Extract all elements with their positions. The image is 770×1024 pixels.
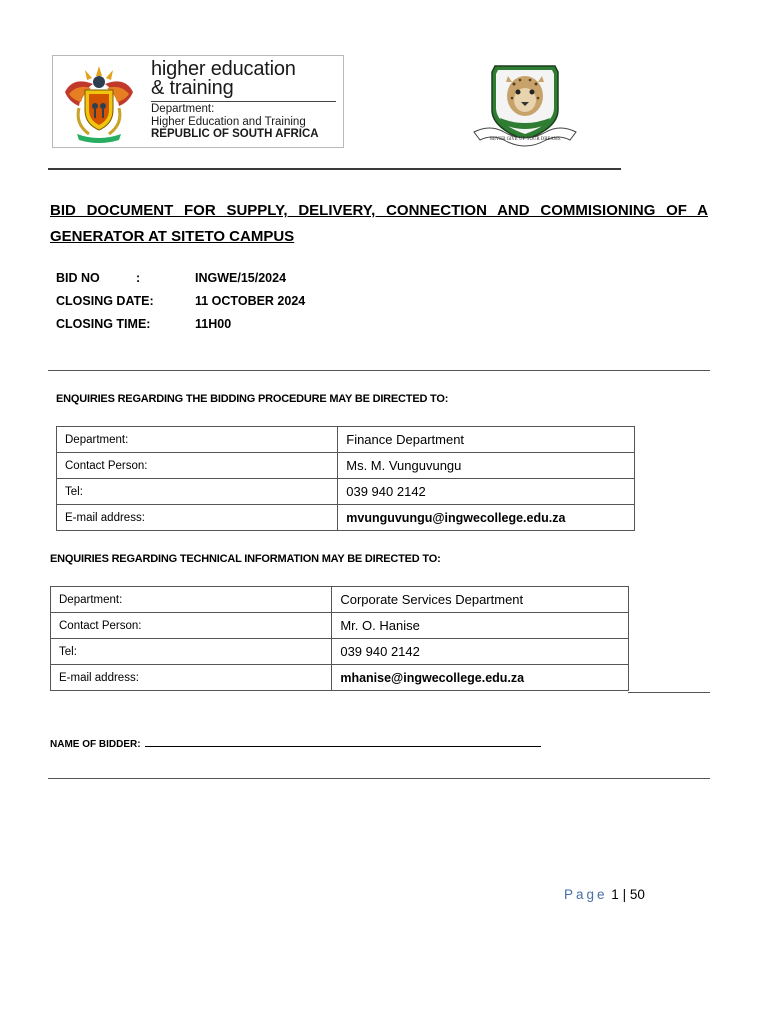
crest-motto: NEVER GIVE UP YOUR DREAMS — [489, 136, 561, 141]
closing-date-label: CLOSING DATE: — [56, 294, 154, 308]
logo-department — [151, 103, 319, 141]
table-row — [51, 587, 629, 613]
bid-number-label: BID NO — [56, 271, 100, 285]
section-divider — [48, 778, 710, 779]
bidder-name-field[interactable] — [50, 737, 541, 750]
bidding-tel-label: Tel: — [57, 479, 338, 505]
page-footer — [564, 887, 645, 902]
coat-of-arms-icon — [59, 62, 139, 144]
page-separator: | — [622, 887, 627, 902]
technical-contact-table — [50, 586, 629, 691]
technical-enquiries-heading: ENQUIRIES REGARDING TECHNICAL INFORMATION MAY BE DIRECTED TO: — [50, 553, 441, 565]
table-row — [57, 427, 635, 453]
table-row — [51, 665, 629, 691]
bidding-contact-person-value: Ms. M. Vunguvungu — [338, 453, 635, 479]
technical-contact-person-label: Contact Person: — [51, 613, 332, 639]
total-pages: 50 — [629, 887, 645, 902]
bidding-email-value: mvunguvungu@ingwecollege.edu.za — [338, 505, 635, 531]
bidding-department-value: Finance Department — [338, 427, 635, 453]
page-word: Page — [564, 887, 608, 902]
closing-time-label: CLOSING TIME: — [56, 317, 151, 331]
dept-line-1: Department: — [151, 103, 215, 115]
closing-time-value: 11H00 — [195, 317, 232, 331]
bidding-department-label: Department: — [57, 427, 338, 453]
bidding-enquiries-heading: ENQUIRIES REGARDING THE BIDDING PROCEDURE MAY BE DIRECTED TO: — [56, 393, 449, 405]
document-title: BID DOCUMENT FOR SUPPLY, DELIVERY, CONNECTION AND COMMISIONING OF A GENERATOR AT SITETO CAMPUS — [50, 202, 708, 245]
logo-line-2: & training — [151, 77, 234, 99]
logo-line-1: higher education — [151, 58, 296, 80]
table-row — [51, 639, 629, 665]
technical-email-label: E-mail address: — [51, 665, 332, 691]
technical-tel-label: Tel: — [51, 639, 332, 665]
table-row — [51, 613, 629, 639]
header-divider — [48, 168, 621, 170]
closing-date-value: 11 OCTOBER 2024 — [195, 294, 306, 308]
bidding-email-label: E-mail address: — [57, 505, 338, 531]
dept-line-2: Higher Education and Training — [151, 115, 306, 128]
table-row — [57, 453, 635, 479]
college-crest-icon — [470, 62, 580, 152]
technical-department-value: Corporate Services Department — [332, 587, 629, 613]
bidder-name-label: NAME OF BIDDER: — [50, 739, 141, 750]
dhet-logo — [52, 55, 344, 148]
technical-email-value: mhanise@ingwecollege.edu.za — [332, 665, 629, 691]
table-row — [57, 479, 635, 505]
bidder-name-blank-line[interactable] — [145, 737, 541, 747]
page-number: 1 — [611, 887, 619, 902]
technical-tel-value: 039 940 2142 — [332, 639, 629, 665]
bid-number-value: INGWE/15/2024 — [195, 271, 287, 285]
logo-wordmark — [151, 60, 296, 98]
section-divider — [628, 692, 710, 693]
section-divider — [48, 370, 710, 371]
bidding-contact-person-label: Contact Person: — [57, 453, 338, 479]
technical-department-label: Department: — [51, 587, 332, 613]
bidding-tel-value: 039 940 2142 — [338, 479, 635, 505]
bid-number-colon: : — [136, 271, 141, 285]
table-row — [57, 505, 635, 531]
dept-line-3: REPUBLIC OF SOUTH AFRICA — [151, 128, 319, 140]
bidding-contact-table — [56, 426, 635, 531]
technical-contact-person-value: Mr. O. Hanise — [332, 613, 629, 639]
logo-divider — [151, 101, 336, 102]
